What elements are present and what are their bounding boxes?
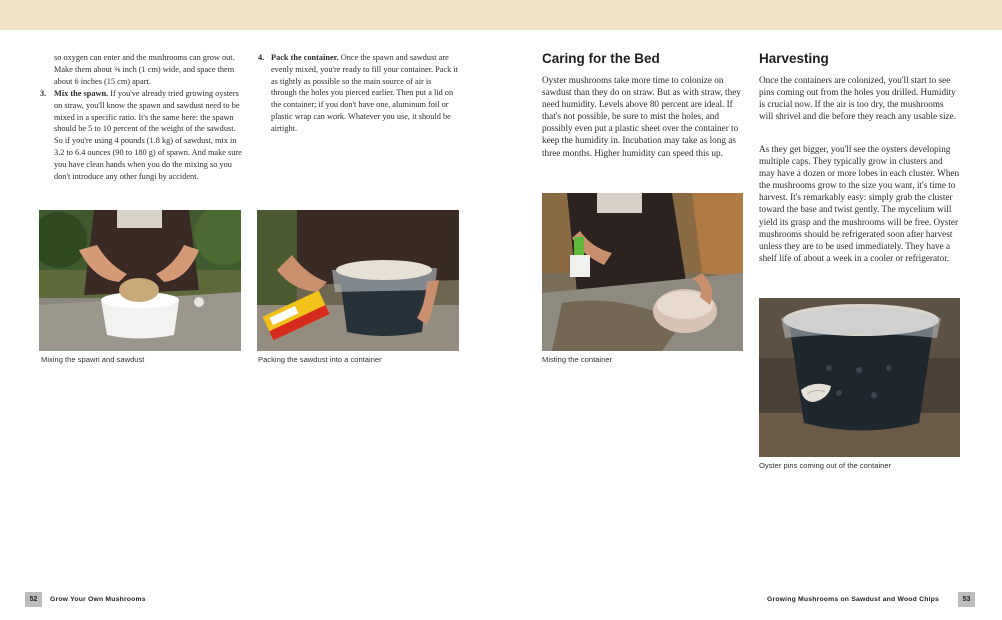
- step-4-number: 4.: [258, 53, 265, 62]
- caption-photo-4: Oyster pins coming out of the container: [759, 461, 892, 470]
- photo-misting-container: [542, 193, 743, 351]
- photo-mixing-spawn: [39, 210, 241, 351]
- harvesting-paragraph-2: As they get bigger, you'll see the oysters developing multiple caps. They typically grow in clusters and may have a dozen or more lobes in each cluster. When the mushrooms grow to the size you want, it's time to harvest. It's remarkably easy: simply grab the cluster toward the base and twist gently. The mycelium will yield its grasp and the mushrooms will be free. Oyster mushrooms should be refrigerated soon after harvest unless they are to be used immediately. They have a shelf life of about a week in a cooler or refrigerator.: [759, 144, 960, 263]
- caption-photo-1: Mixing the spawn and sawdust: [41, 355, 145, 364]
- running-head-right: Growing Mushrooms on Sawdust and Wood Chips: [767, 596, 939, 603]
- page-number-left: 52: [25, 592, 42, 607]
- header-band: [0, 0, 1002, 30]
- step-4-lead: Pack the container.: [271, 53, 339, 62]
- harvesting-paragraph-1: Once the containers are colonized, you'll start to see pins coming out from the holes you drilled. Humidity is crucial now. If the air is too dry, the mushrooms will shrivel and die before they reach any usable size.: [759, 75, 956, 122]
- photo-packing-container: [257, 210, 459, 351]
- step-3-lead: Mix the spawn.: [54, 89, 109, 98]
- heading-harvesting: Harvesting: [759, 51, 829, 66]
- caption-photo-2: Packing the sawdust into a container: [258, 355, 382, 364]
- photo-oyster-pins: [759, 298, 960, 457]
- step-3-paragraph: [54, 88, 242, 182]
- page-number-right: 53: [958, 592, 975, 607]
- intro-paragraph: so oxygen can enter and the mushrooms can grow out. Make them about ⅜ inch (1 cm) wide, and space them about 6 inches (15 cm) apart.: [54, 53, 235, 86]
- step-4-paragraph: [271, 52, 459, 135]
- heading-caring-for-the-bed: Caring for the Bed: [542, 51, 660, 66]
- caring-paragraph: Oyster mushrooms take more time to colonize on sawdust than they do on straw. But as with straw, they need humidity. Levels above 80 percent are ideal. If that's not possible, be sure to mist the holes, and possibly even put a plastic sheet over the container to keep the humidity in. Incubation may take as long as three months. Higher humidity can speed this up.: [542, 75, 741, 158]
- step-4-text: Once the spawn and sawdust are evenly mixed, you're ready to fill your container. Pack it as tightly as possible so the main source of air is through the holes you pierced earlier. Then put a lid on the container; if you don't have one, aluminum foil or plastic wrap can work. Whatever you use, it should be airtight.: [271, 53, 458, 133]
- step-3-number: 3.: [40, 89, 47, 98]
- running-head-left: Grow Your Own Mushrooms: [50, 596, 146, 603]
- caption-photo-3: Misting the container: [542, 355, 613, 364]
- step-3-text: If you've already tried growing oysters on straw, you'll know the spawn and sawdust need to be mixed in a specific ratio. It's the same here: the spawn should be 5 to 10 percent of the weight of the sawdust. So if you're using 4 pounds (1.8 kg) of sawdust, mix in 3.2 to 6.4 ounces (90 to 180 g) of spawn. And make sure you have clean hands when you do the mixing so you don't introduce any other fungi by accident.: [54, 89, 242, 181]
